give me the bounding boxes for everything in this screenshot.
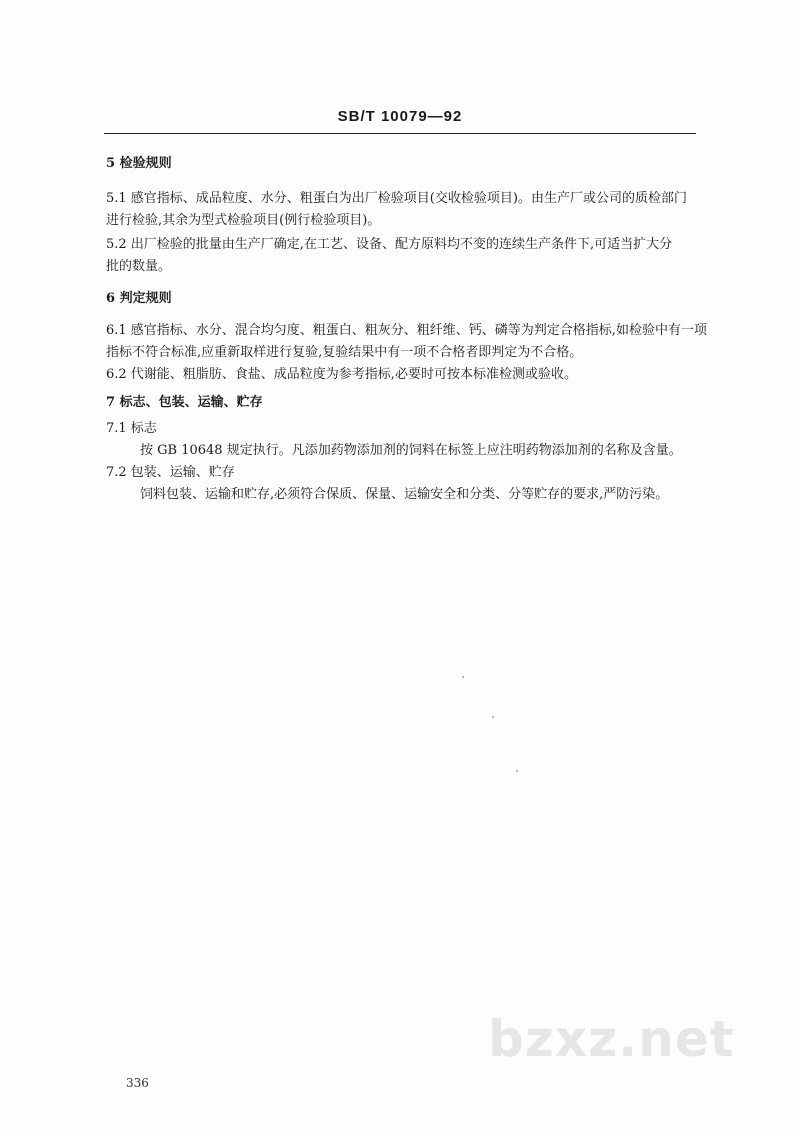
section-7-heading: 7 标志、包装、运输、贮存 — [106, 395, 263, 410]
section-7-1-body: 按 GB 10648 规定执行。凡添加药物添加剂的饲料在标签上应注明药物添加剂的名称及含量。 — [140, 443, 682, 458]
document-header: SB/T 10079—92 — [337, 108, 463, 125]
scan-speck — [516, 770, 518, 772]
section-5-1-line2: 进行检验,其余为型式检验项目(例行检验项目)。 — [106, 213, 381, 228]
watermark: bzxz.net — [488, 1010, 735, 1068]
section-6-heading: 6 判定规则 — [106, 291, 172, 306]
scan-speck — [462, 676, 464, 678]
section-6-1-line2: 指标不符合标准,应重新取样进行复验,复验结果中有一项不合格者即判定为不合格。 — [106, 345, 583, 360]
header-rule — [104, 133, 696, 134]
section-7-2-body: 饲料包装、运输和贮存,必须符合保质、保量、运输安全和分类、分等贮存的要求,严防污染。 — [140, 487, 669, 502]
section-7-1-title: 7.1 标志 — [106, 421, 157, 436]
scan-speck — [492, 716, 494, 718]
section-5-2-line1: 5.2 出厂检验的批量由生产厂确定,在工艺、设备、配方原料均不变的连续生产条件下,可适当扩大分 — [106, 237, 673, 252]
section-5-heading: 5 检验规则 — [106, 156, 172, 171]
page-number: 336 — [126, 1076, 149, 1090]
section-6-2-line1: 6.2 代谢能、粗脂肪、食盐、成品粒度为参考指标,必要时可按本标准检测或验收。 — [106, 367, 577, 382]
section-5-2-line2: 批的数量。 — [106, 259, 172, 274]
section-5-1-line1: 5.1 感官指标、成品粒度、水分、粗蛋白为出厂检验项目(交收检验项目)。由生产厂或公司的质检部门 — [106, 191, 687, 206]
section-7-2-title: 7.2 包装、运输、贮存 — [106, 465, 235, 480]
section-6-1-line1: 6.1 感官指标、水分、混合均匀度、粗蛋白、粗灰分、粗纤维、钙、磷等为判定合格指标,如检验中有一项 — [106, 323, 707, 338]
